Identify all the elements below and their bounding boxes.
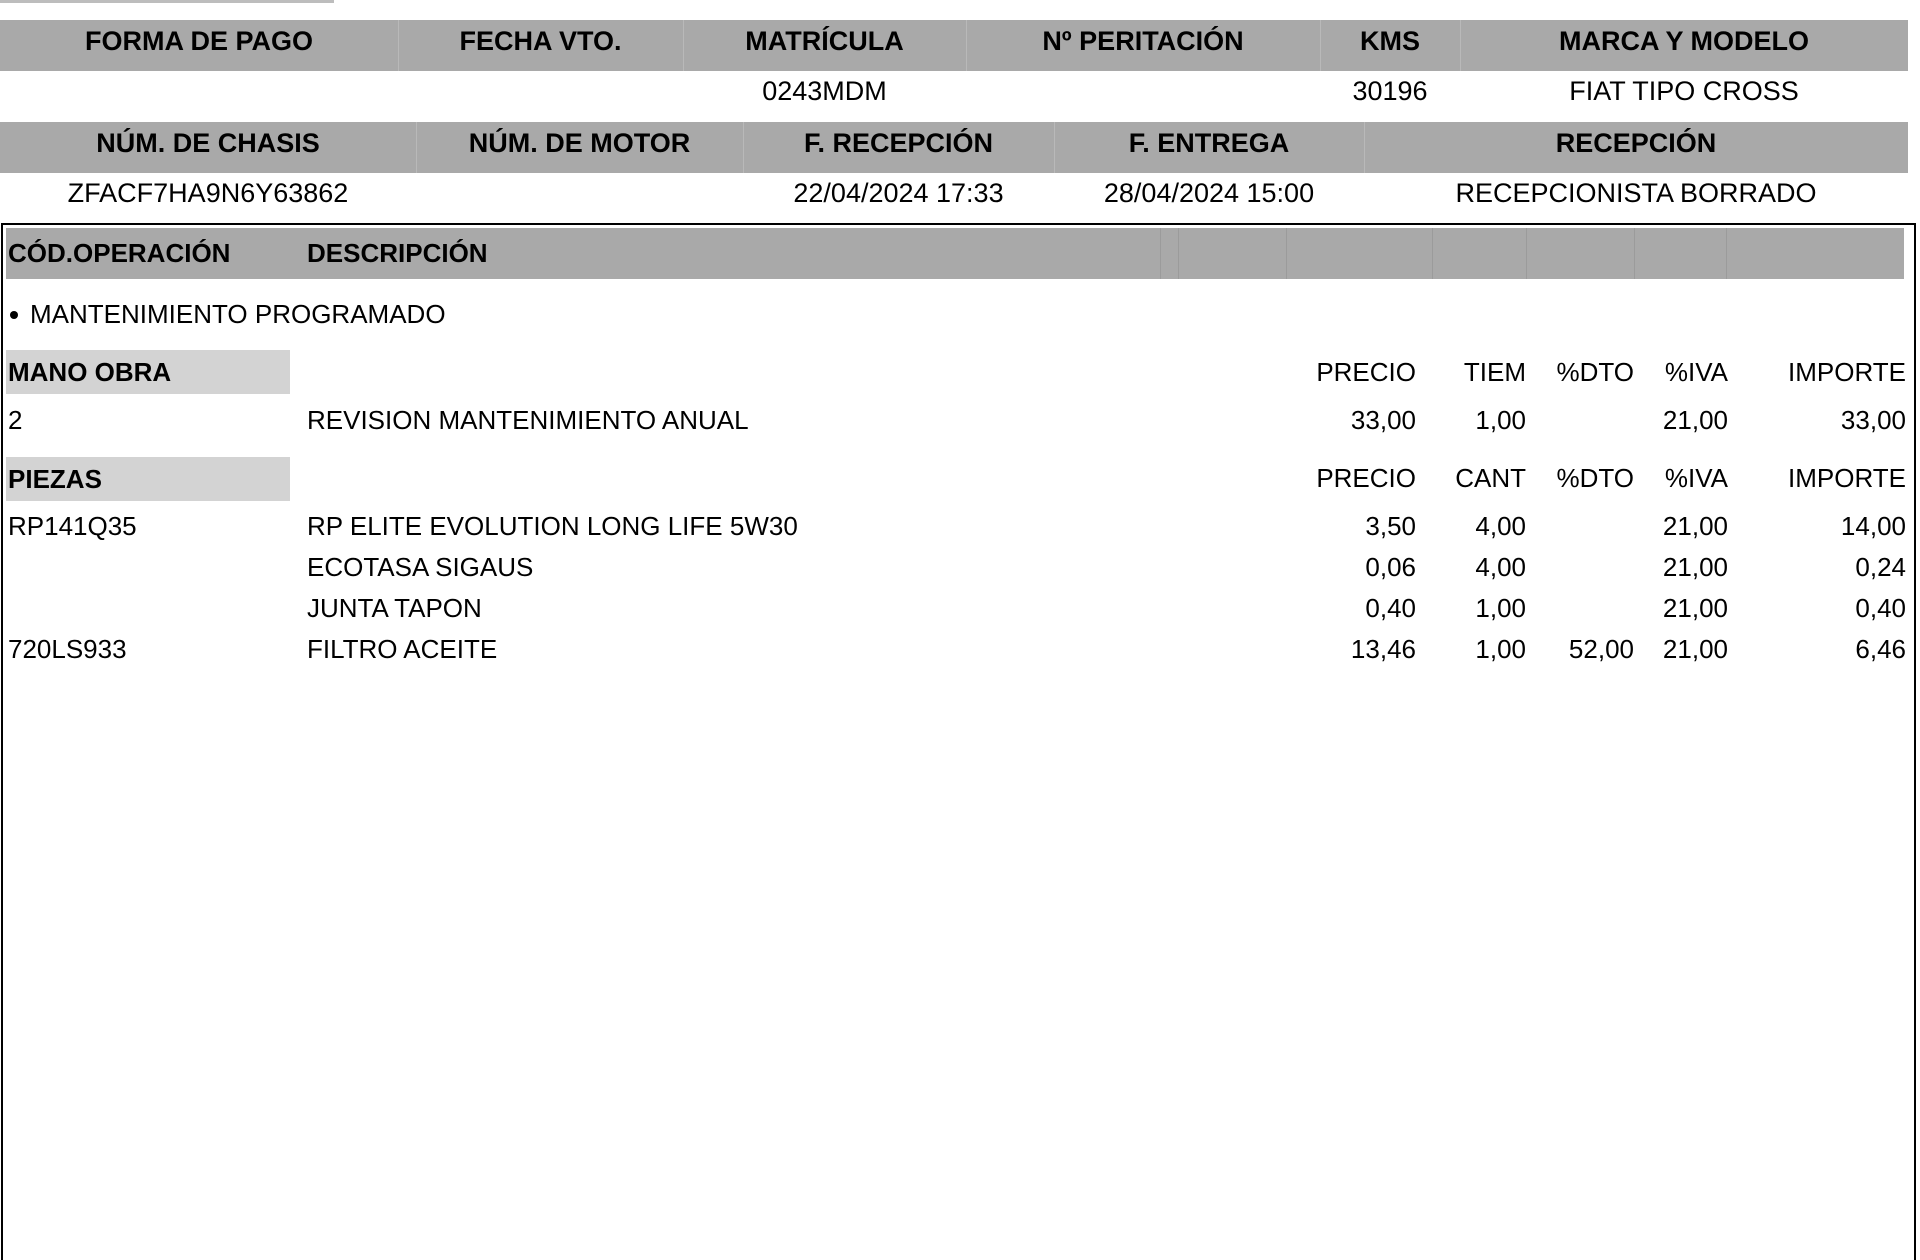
- labor-col-precio: PRECIO: [1316, 357, 1416, 387]
- part-importe: 0,24: [1855, 552, 1906, 582]
- part-description: RP ELITE EVOLUTION LONG LIFE 5W30: [307, 511, 798, 541]
- labor-col-dto: %DTO: [1556, 357, 1634, 387]
- labor-importe: 33,00: [1840, 405, 1906, 435]
- operations-header-band: [6, 228, 1904, 279]
- value-kms: 30196: [1352, 76, 1428, 106]
- value-recepcion: RECEPCIONISTA BORRADO: [1455, 178, 1817, 208]
- part-precio: 13,46: [1350, 634, 1416, 664]
- part-code: RP141Q35: [8, 511, 137, 541]
- labor-col-importe: IMPORTE: [1788, 357, 1906, 387]
- parts-col-cant: CANT: [1455, 463, 1526, 493]
- value-matricula: 0243MDM: [762, 76, 887, 106]
- part-importe: 14,00: [1840, 511, 1906, 541]
- ops-header-code: CÓD.OPERACIÓN: [8, 238, 231, 268]
- part-cant: 1,00: [1475, 593, 1526, 623]
- header-peritacion: Nº PERITACIÓN: [1042, 26, 1244, 56]
- part-code: 720LS933: [8, 634, 127, 664]
- value-f-recepcion: 22/04/2024 17:33: [793, 178, 1004, 208]
- top-rule: [0, 0, 334, 3]
- part-description: FILTRO ACEITE: [307, 634, 498, 664]
- header-marca-modelo: MARCA Y MODELO: [1558, 26, 1809, 56]
- header-f-recepcion: F. RECEPCIÓN: [803, 128, 994, 158]
- group-title: MANTENIMIENTO PROGRAMADO: [30, 299, 446, 329]
- part-description: ECOTASA SIGAUS: [307, 552, 534, 582]
- bullet-icon: [10, 311, 18, 319]
- header-recepcion: RECEPCIÓN: [1555, 128, 1717, 158]
- parts-col-dto: %DTO: [1556, 463, 1634, 493]
- value-marca-modelo: FIAT TIPO CROSS: [1569, 76, 1799, 106]
- value-f-entrega: 28/04/2024 15:00: [1103, 178, 1315, 208]
- part-iva: 21,00: [1662, 634, 1728, 664]
- part-iva: 21,00: [1662, 511, 1728, 541]
- labor-code: 2: [8, 405, 23, 435]
- part-cant: 1,00: [1475, 634, 1526, 664]
- ops-header-description: DESCRIPCIÓN: [307, 238, 488, 268]
- part-cant: 4,00: [1475, 552, 1526, 582]
- labor-col-tiem: TIEM: [1463, 357, 1526, 387]
- part-precio: 3,50: [1365, 511, 1416, 541]
- part-cant: 4,00: [1475, 511, 1526, 541]
- part-precio: 0,06: [1365, 552, 1416, 582]
- header-chasis: NÚM. DE CHASIS: [96, 128, 320, 158]
- parts-col-importe: IMPORTE: [1788, 463, 1906, 493]
- labor-col-iva: %IVA: [1664, 357, 1728, 387]
- part-dto: 52,00: [1568, 634, 1634, 664]
- part-iva: 21,00: [1662, 593, 1728, 623]
- header-matricula: MATRÍCULA: [745, 26, 904, 56]
- labor-description: REVISION MANTENIMIENTO ANUAL: [307, 405, 749, 435]
- header-fecha-vto: FECHA VTO.: [459, 26, 622, 56]
- labor-iva: 21,00: [1662, 405, 1728, 435]
- labor-precio: 33,00: [1350, 405, 1416, 435]
- header-forma-de-pago: FORMA DE PAGO: [85, 26, 313, 56]
- part-importe: 0,40: [1855, 593, 1906, 623]
- part-description: JUNTA TAPON: [307, 593, 482, 623]
- header-kms: KMS: [1360, 26, 1420, 56]
- part-importe: 6,46: [1855, 634, 1906, 664]
- part-precio: 0,40: [1365, 593, 1416, 623]
- parts-col-precio: PRECIO: [1316, 463, 1416, 493]
- parts-col-iva: %IVA: [1664, 463, 1728, 493]
- labor-tiem: 1,00: [1475, 405, 1526, 435]
- part-iva: 21,00: [1662, 552, 1728, 582]
- header-motor: NÚM. DE MOTOR: [468, 128, 691, 158]
- value-chasis: ZFACF7HA9N6Y63862: [67, 178, 349, 208]
- section-mano-obra: MANO OBRA: [6, 350, 290, 394]
- header-f-entrega: F. ENTREGA: [1128, 128, 1290, 158]
- section-piezas: PIEZAS: [6, 457, 290, 501]
